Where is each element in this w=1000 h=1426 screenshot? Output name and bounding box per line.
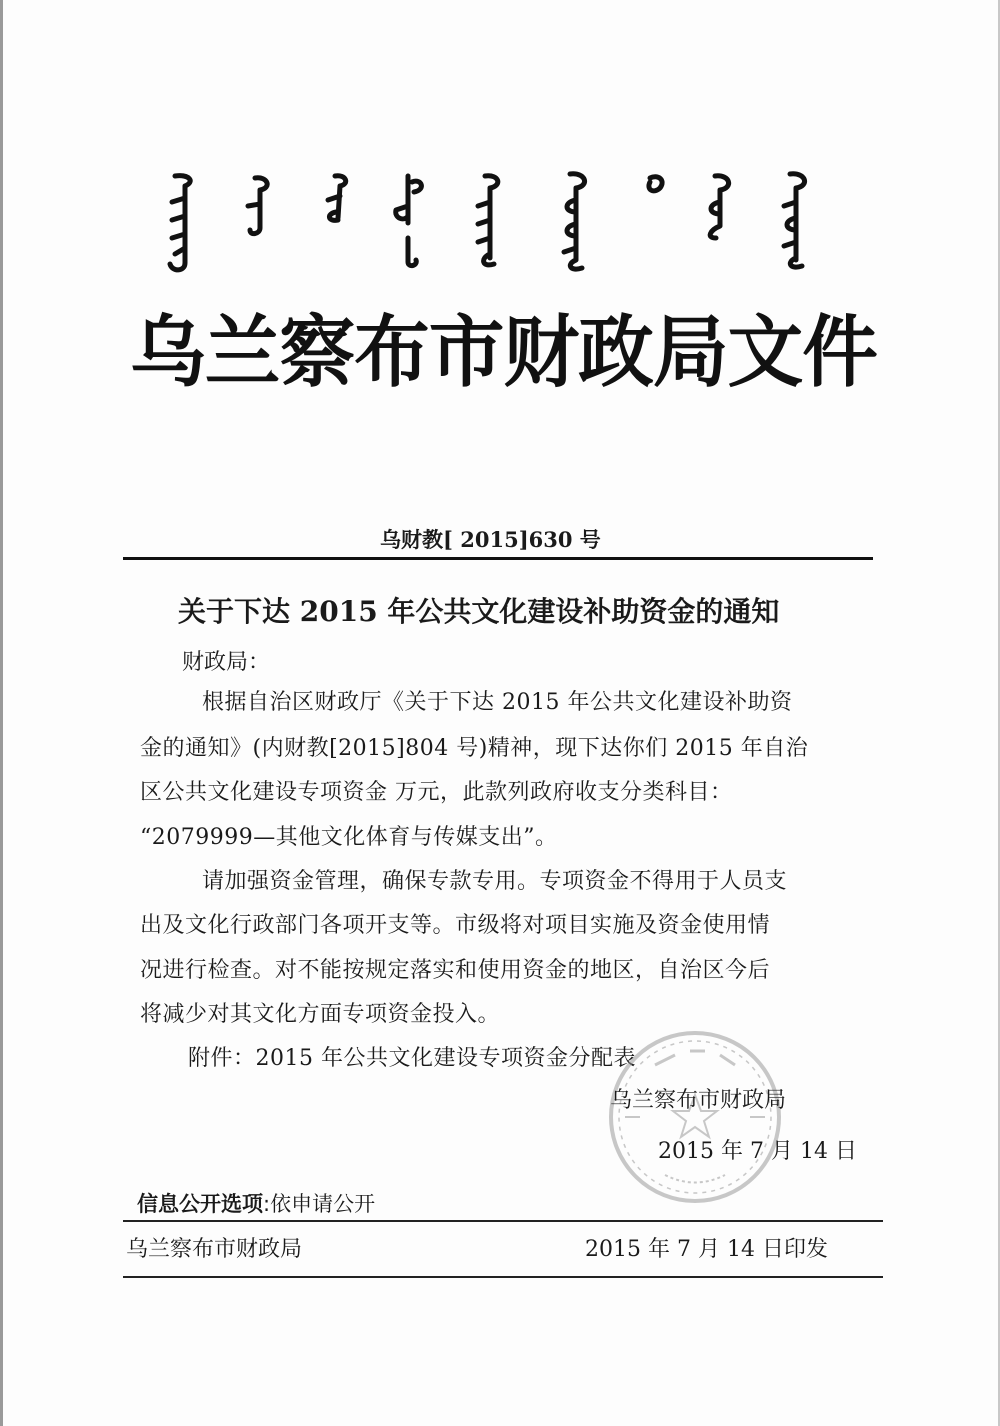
- footer-issue-date: 2015 年 7 月 14 日印发: [585, 1237, 828, 1262]
- footer-divider-bottom: [123, 1276, 883, 1278]
- signatory: 乌兰察布市财政局: [610, 1088, 787, 1113]
- sign-date: 2015 年 7 月 14 日: [658, 1139, 857, 1164]
- addressee: 财政局：: [182, 650, 271, 675]
- scan-edge-left: [0, 0, 3, 1426]
- disclosure-option: [137, 1188, 375, 1218]
- body-line: 将减少对其文化方面专项资金投入。: [140, 1002, 501, 1027]
- disclosure-separator: :: [263, 1192, 271, 1216]
- document-number: 乌财教[ 2015]630 号: [380, 527, 601, 552]
- body-line: 金的通知》(内财教[2015]804 号)精神，现下达你们 2015 年自治: [140, 736, 809, 761]
- body-line: “2079999—其他文化体育与传媒支出”。: [140, 825, 558, 850]
- notice-title: 关于下达 2015 年公共文化建设补助资金的通知: [178, 595, 780, 628]
- official-seal-stamp-icon: [595, 1025, 795, 1210]
- body-line: 请加强资金管理，确保专款专用。专项资金不得用于人员支: [202, 869, 788, 894]
- body-line: 区公共文化建设专项资金 万元，此款列政府收支分类科目：: [140, 780, 733, 805]
- body-line: 出及文化行政部门各项开支等。市级将对项目实施及资金使用情: [140, 913, 771, 938]
- footer-issuer: 乌兰察布市财政局: [126, 1237, 303, 1262]
- org-document-title: 乌兰察布市财政局文件: [130, 308, 877, 398]
- disclosure-label: 信息公开选项: [137, 1192, 263, 1216]
- mongolian-heading-image: [150, 168, 840, 278]
- disclosure-value: 依申请公开: [270, 1192, 376, 1216]
- header-divider: [123, 557, 873, 560]
- body-line: 根据自治区财政厅《关于下达 2015 年公共文化建设补助资: [202, 690, 793, 715]
- body-line: 况进行检查。对不能按规定落实和使用资金的地区，自治区今后: [140, 958, 771, 983]
- footer-divider-top: [123, 1220, 883, 1222]
- attachment-line: 附件：2015 年公共文化建设专项资金分配表: [188, 1046, 636, 1071]
